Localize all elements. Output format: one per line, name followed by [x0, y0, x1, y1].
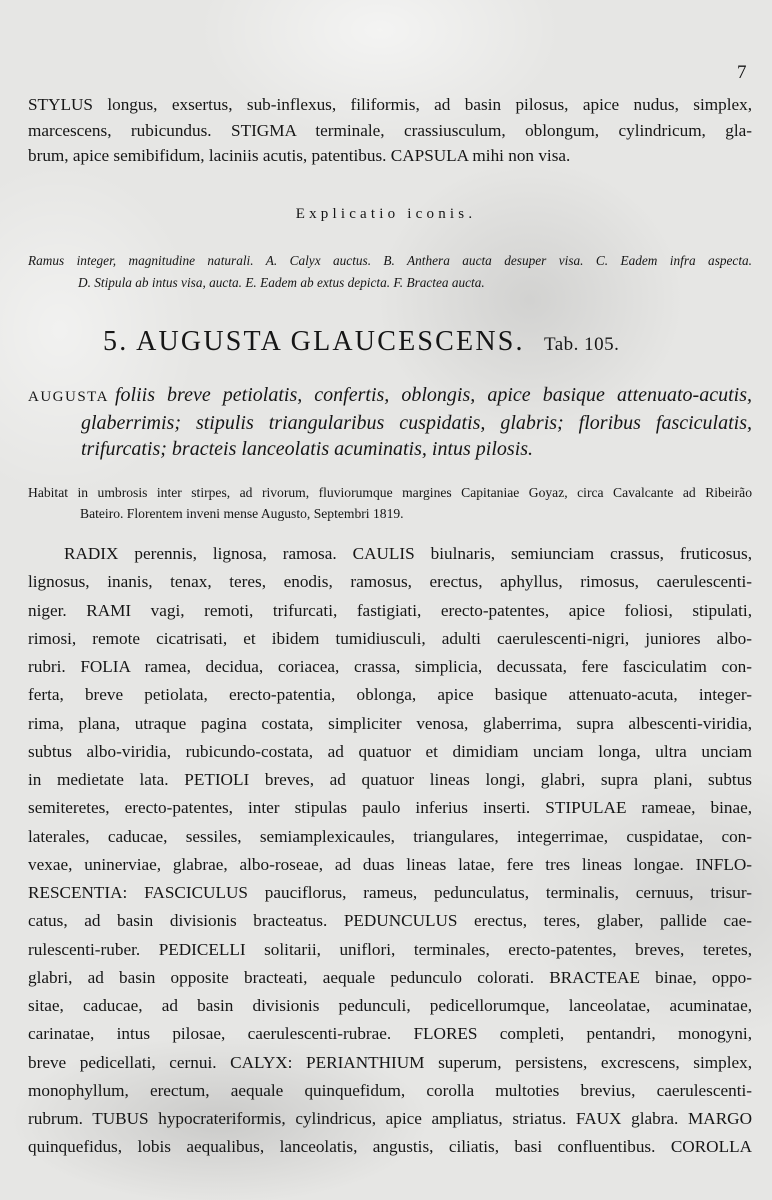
text-line: STYLUS longus, exsertus, sub-inflexus, filiformis, ad basin pilosus, apice nudus, simplex, — [28, 95, 752, 114]
diagnosis-line — [28, 382, 752, 410]
text-line: glabri, ad basin opposite bracteati, aequale pedunculo colorati. BRACTEAE binae, oppo- — [28, 967, 752, 987]
text-line: monophyllum, erectum, aequale quinquefidum, corolla multoties brevius, caerulescenti- — [28, 1080, 752, 1100]
diagnosis-text: foliis breve petiolatis, confertis, oblongis, apice basique attenuato-acutis, — [114, 384, 752, 406]
text-line: in medietate lata. PETIOLI breves, ad quatuor lineas longi, glabri, supra plani, subtus — [28, 770, 752, 789]
text-line: RESCENTIA: FASCICULUS pauciflorus, rameus, pedunculatus, terminalis, cernuus, trisur- — [28, 883, 752, 902]
explicatio-line: D. Stipula ab intus visa, aucta. E. Eadem ab extus depicta. F. Bractea aucta. — [78, 275, 485, 290]
text-line: marcescens, rubicundus. STIGMA terminale, crassiusculum, oblongum, cylindricum, gla- — [28, 120, 752, 140]
species-name: AUGUSTA GLAUCESCENS. — [136, 326, 525, 357]
text-line: sitae, caducae, ad basin divisionis pedunculi, pedicellorumque, lanceolatae, acuminatae, — [28, 996, 752, 1015]
text-line: carinatae, intus pilosae, caerulescenti-rubrae. FLORES completi, pentandri, monogyni, — [28, 1024, 752, 1044]
explicatio-title: Explicatio iconis. — [295, 206, 477, 222]
text-line: rubrum. TUBUS hypocrateriformis, cylindricus, apice ampliatus, striatus. FAUX glabra. MARGO — [28, 1109, 752, 1128]
species-number: 5. — [103, 326, 129, 357]
text-line: vexae, uninerviae, glabrae, albo-roseae, ad duas lineas latae, fere tres lineas longae. INFLO- — [28, 854, 752, 874]
habitat-line: Habitat in umbrosis inter stirpes, ad rivorum, fluviorumque margines Capitaniae Goyaz, circa Cavalcante ad Ribeirão — [28, 485, 752, 500]
text-line: catus, ad basin divisionis bracteatus. PEDUNCULUS erectus, teres, glaber, pallide cae- — [28, 911, 752, 931]
text-line: quinquefidus, lobis aequalibus, lanceolatis, angustis, ciliatis, basi confluentibus. COROLLA — [28, 1137, 752, 1157]
text-line: niger. RAMI vagi, remoti, trifurcati, fastigiati, erecto-patentes, apice foliosi, stipulati, — [28, 600, 752, 620]
plate-reference: Tab. 105. — [543, 334, 620, 355]
text-line: breve pedicellati, cernui. CALYX: PERIANTHIUM superum, persistens, excrescens, simplex, — [28, 1052, 752, 1072]
explicatio-line: Ramus integer, magnitudine naturali. A. Calyx auctus. B. Anthera aucta desuper visa. C. Eadem infra aspecta. — [28, 253, 752, 268]
diagnosis-line: glaberrimis; stipulis triangularibus cuspidatis, glabris; floribus fasciculatis, — [81, 412, 752, 434]
description-paragraph — [28, 540, 752, 1162]
text-line: brum, apice semibifidum, laciniis acutis, patentibus. CAPSULA mihi non visa. — [28, 146, 571, 165]
text-line: laterales, caducae, sessiles, semiamplexicaules, triangulares, integerrimae, cuspidatae, con- — [28, 826, 752, 846]
explicatio-iconis — [28, 250, 752, 294]
text-line: RADIX perennis, lignosa, ramosa. CAULIS biulnaris, semiunciam crassus, fruticosus, — [64, 544, 752, 563]
text-line: subtus albo-viridia, rubicundo-costata, ad quatuor et dimidiam unciam longa, ultra unciam — [28, 741, 752, 761]
text-line: rulescenti-ruber. PEDICELLI solitarii, uniflori, terminales, erecto-patentes, breves, teretes, — [28, 939, 752, 959]
diagnosis-line: trifurcatis; bracteis lanceolatis acuminatis, intus pilosis. — [81, 438, 534, 460]
habitat-line: Bateiro. Florentem inveni mense Augusto, Septembri 1819. — [80, 506, 404, 521]
stylus-paragraph — [28, 92, 752, 169]
habitat-note — [28, 482, 752, 524]
text-line: ferta, breve petiolata, erecto-patentia, oblonga, apice basique attenuato-acuta, integer- — [28, 685, 752, 705]
text-line: semiteretes, erecto-patentes, inter stipulas paulo inferius inserti. STIPULAE rameae, binae, — [28, 798, 752, 818]
page-number: 7 — [737, 62, 747, 83]
species-diagnosis — [28, 382, 752, 462]
text-line: rimosi, remote cicatrisati, et ibidem tumidiusculi, adulti caerulescenti-nigri, juniores albo- — [28, 628, 752, 648]
text-line: rima, plana, utraque pagina costata, simpliciter venosa, glaberrima, supra albescenti-viridia, — [28, 713, 752, 733]
species-heading — [103, 326, 619, 358]
text-line: rubri. FOLIA ramea, decidua, coriacea, crassa, simplicia, decussata, fere fasciculatim con- — [28, 657, 752, 676]
genus-name: AUGUSTA — [28, 389, 109, 405]
text-line: lignosus, inanis, tenax, teres, enodis, ramosus, erectus, aphyllus, rimosus, caerulescenti- — [28, 572, 752, 592]
